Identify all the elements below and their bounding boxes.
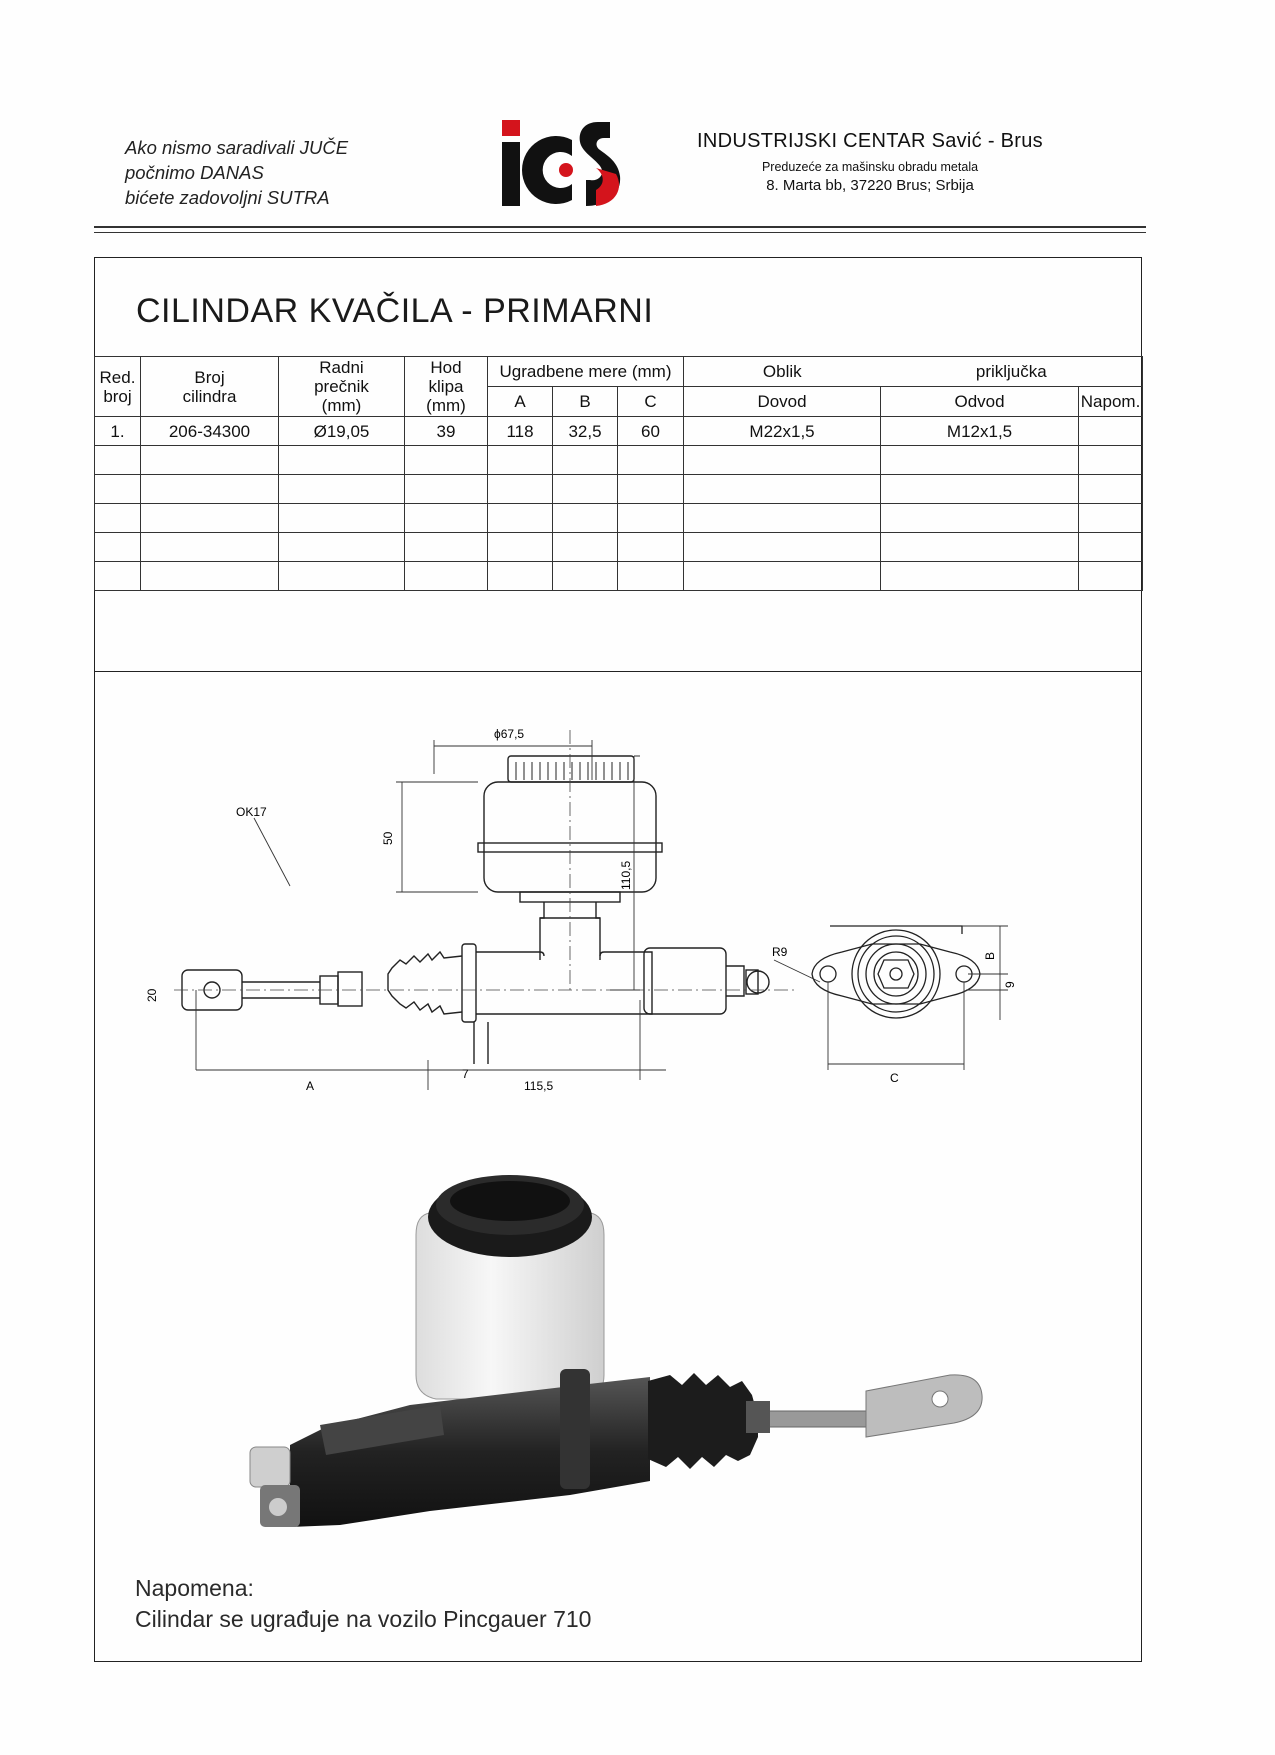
table-row bbox=[95, 475, 1143, 504]
dim-tank-height: 50 bbox=[381, 831, 395, 845]
spec-table bbox=[94, 356, 1143, 591]
dim-radius: R9 bbox=[772, 945, 788, 959]
table-row bbox=[95, 533, 1143, 562]
table-row bbox=[95, 504, 1143, 533]
header-b: B bbox=[553, 387, 618, 417]
document-title: CILINDAR KVAČILA - PRIMARNI bbox=[136, 292, 654, 330]
product-photo bbox=[230, 1155, 1010, 1555]
header-red-broj: Red. broj bbox=[95, 357, 141, 417]
header-a: A bbox=[488, 387, 553, 417]
dim-fork: 20 bbox=[145, 988, 159, 1002]
table-row bbox=[95, 446, 1143, 475]
note-section bbox=[135, 1573, 591, 1635]
dim-b: B bbox=[983, 951, 997, 960]
technical-drawing bbox=[94, 690, 1142, 1150]
header-hod-klipa: Hod klipa (mm) bbox=[405, 357, 488, 417]
company-subtitle: Preduzeće za mašinsku obradu metala bbox=[761, 160, 979, 174]
header-odvod: Odvod bbox=[881, 387, 1079, 417]
company-name: INDUSTRIJSKI CENTAR Savić - Brus bbox=[697, 130, 1043, 152]
dim-diameter: ϕ67,5 bbox=[494, 727, 525, 741]
header-radni-precnik: Radni prečnik (mm) bbox=[279, 357, 405, 417]
header-oblik: Oblik bbox=[684, 357, 881, 387]
header-ugradbene-mere: Ugradbene mere (mm) bbox=[488, 357, 684, 387]
slogan-line: bićete zadovoljni SUTRA bbox=[125, 187, 330, 208]
header-dovod: Dovod bbox=[684, 387, 881, 417]
company-logo bbox=[500, 118, 630, 208]
company-info bbox=[690, 128, 1050, 196]
header-broj-cilindra: Broj cilindra bbox=[141, 357, 279, 417]
dim-c: C bbox=[890, 1071, 899, 1085]
header-prikljucka: priključka bbox=[881, 357, 1143, 387]
table-row bbox=[95, 562, 1143, 591]
header-divider bbox=[94, 226, 1146, 228]
dim-wrench: OK17 bbox=[236, 805, 267, 819]
dim-nine: 9 bbox=[1003, 981, 1017, 988]
dim-a: A bbox=[306, 1079, 315, 1093]
slogan bbox=[125, 135, 348, 210]
slogan-line: Ako nismo saradivali JUČE bbox=[125, 137, 349, 158]
note-text: Cilindar se ugrađuje na vozilo Pincgauer 710 bbox=[135, 1606, 592, 1632]
header-napomena: Napom. bbox=[1079, 387, 1143, 417]
table-row: 1. 206-34300 Ø19,05 39 118 32,5 60 M22x1,5 M12x1,5 bbox=[95, 417, 1143, 446]
header-divider-thin bbox=[94, 232, 1146, 233]
dim-length: 115,5 bbox=[524, 1079, 554, 1093]
dim-flange: 7 bbox=[462, 1067, 469, 1081]
note-label: Napomena: bbox=[135, 1575, 254, 1601]
slogan-line: počnimo DANAS bbox=[125, 162, 264, 183]
header-c: C bbox=[618, 387, 684, 417]
dim-total-height: 110,5 bbox=[619, 860, 633, 890]
section-divider bbox=[94, 671, 1142, 672]
company-address: 8. Marta bb, 37220 Brus; Srbija bbox=[766, 177, 974, 194]
